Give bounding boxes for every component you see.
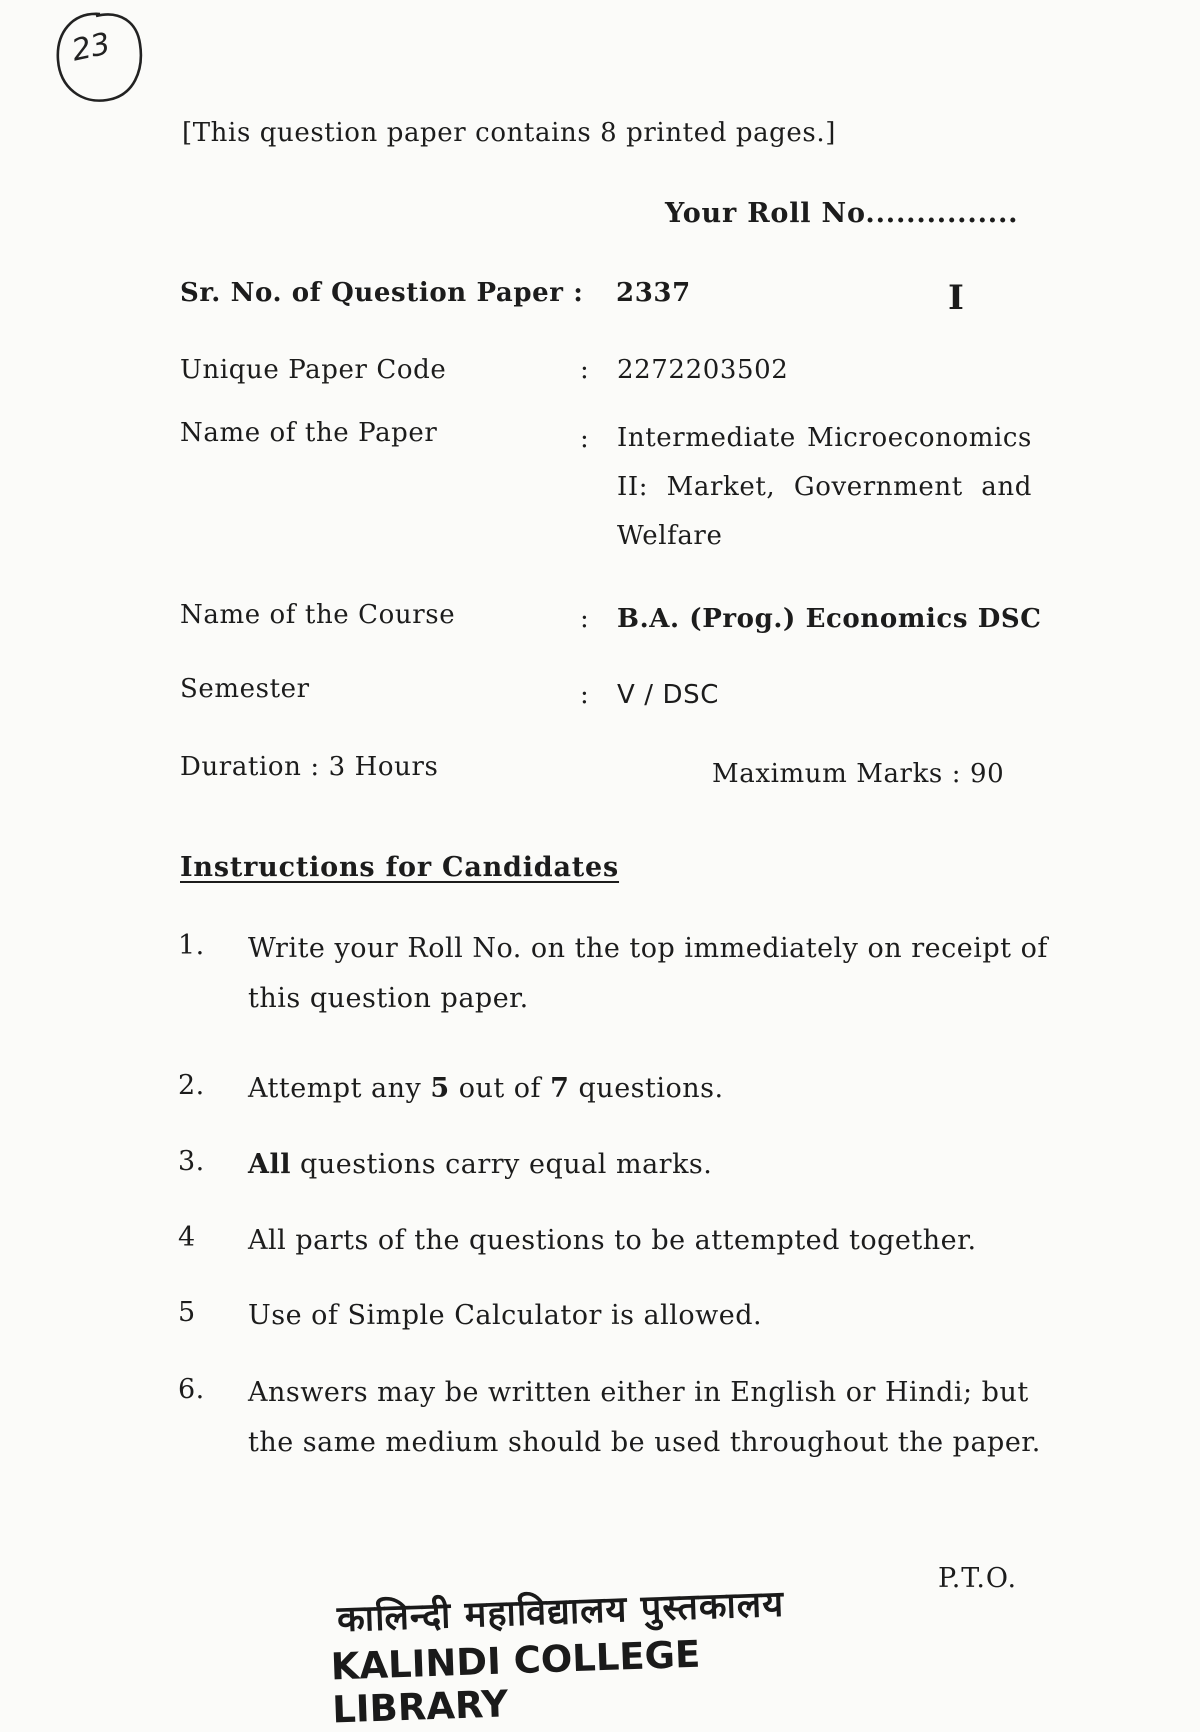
colon: : <box>580 355 590 385</box>
instruction-text: Attempt any 5 out of 7 questions. <box>248 1073 724 1104</box>
duration: Duration : 3 Hours <box>180 752 439 782</box>
stamp-hindi-text: कालिन्दी महाविद्यालय पुस्तकालय <box>336 1583 785 1641</box>
please-turn-over: P.T.O. <box>938 1563 1018 1594</box>
roll-number-field: Your Roll No............... <box>665 198 1019 229</box>
instruction-number: 2. <box>178 1070 205 1101</box>
colon: : <box>580 424 590 454</box>
instruction-text: All questions carry equal marks. <box>248 1149 713 1180</box>
instruction-number: 3. <box>178 1146 205 1177</box>
stamp-english-text: KALINDI COLLEGE LIBRARY <box>330 1632 701 1732</box>
course-label: Name of the Course <box>180 600 456 630</box>
paper-name-label: Name of the Paper <box>180 418 438 448</box>
colon: : <box>580 604 590 634</box>
library-stamp <box>328 1576 822 1732</box>
colon: : <box>580 680 590 710</box>
instruction-text: Answers may be written either in English or Hindi; but the same medium should be used throughout the paper. <box>248 1377 1041 1458</box>
instruction-text: All parts of the questions to be attempted together. <box>248 1225 977 1256</box>
instruction-number: 1. <box>178 930 205 961</box>
semester-label: Semester <box>180 674 310 704</box>
page-count-note: [This question paper contains 8 printed pages.] <box>182 118 836 148</box>
maximum-marks: Maximum Marks : 90 <box>712 759 1005 789</box>
instructions-heading: Instructions for Candidates <box>180 852 620 883</box>
semester-value: V / DSC <box>617 680 719 710</box>
paper-name-value: Intermediate Microeconomics II: Market, Government and Welfare <box>617 423 1032 551</box>
instruction-number: 6. <box>178 1374 205 1405</box>
sr-no-value: 2337 <box>616 278 691 308</box>
instruction-number: 5 <box>178 1297 196 1328</box>
course-value: B.A. (Prog.) Economics DSC <box>617 604 1042 634</box>
instruction-number: 4 <box>178 1222 196 1253</box>
handwritten-page-number: 23 <box>68 26 114 69</box>
sr-no-label: Sr. No. of Question Paper : <box>180 278 584 308</box>
unique-code-value: 2272203502 <box>617 355 789 385</box>
instruction-text: Write your Roll No. on the top immediately on receipt of this question paper. <box>248 933 1048 1014</box>
unique-code-label: Unique Paper Code <box>180 355 447 385</box>
instruction-text: Use of Simple Calculator is allowed. <box>248 1300 763 1331</box>
set-letter: I <box>948 278 964 318</box>
